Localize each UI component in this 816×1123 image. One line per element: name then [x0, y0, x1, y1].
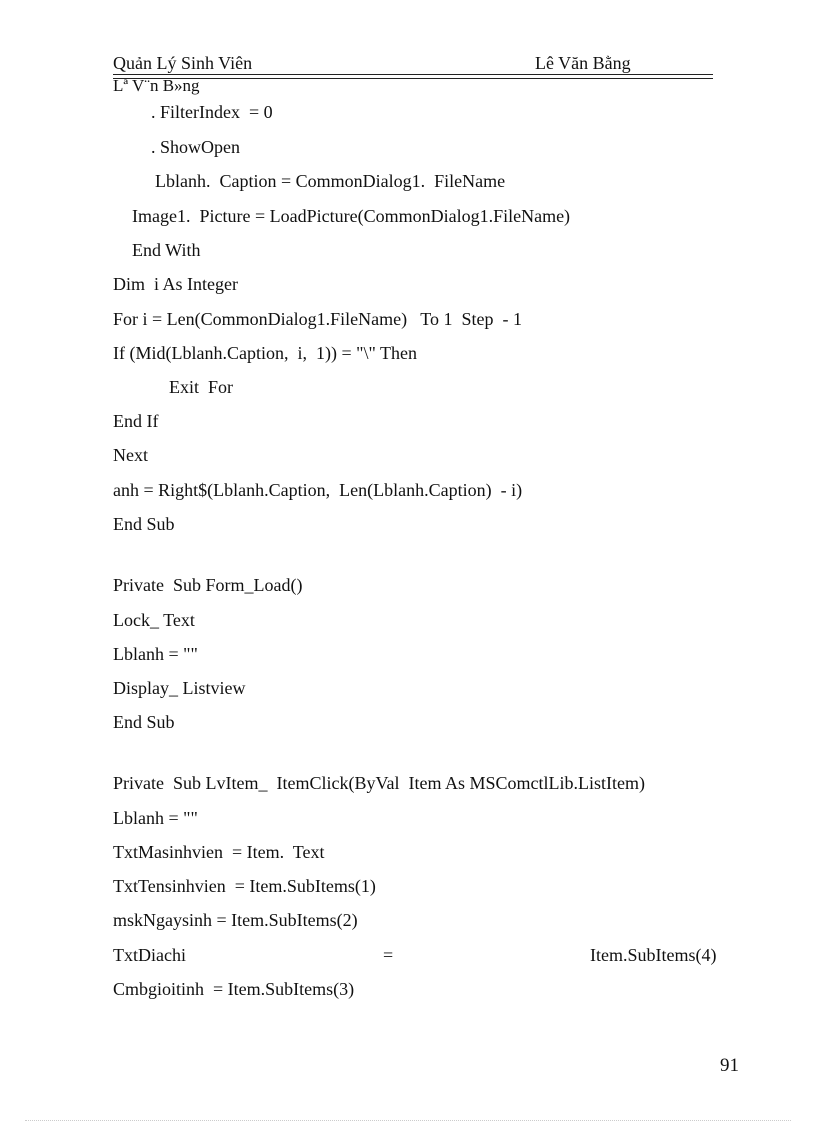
code-line: End If — [113, 411, 159, 431]
header-author: Lê Văn Bằng — [535, 53, 631, 73]
code-line: = — [383, 945, 394, 965]
code-line: mskNgaysinh = Item.SubItems(2) — [113, 910, 358, 930]
code-line: Private Sub Form_Load() — [113, 575, 303, 595]
code-line: . ShowOpen — [151, 137, 240, 157]
code-line: Private Sub LvItem_ ItemClick(ByVal Item As MSComctlLib.ListItem) — [113, 773, 645, 793]
header-rule — [113, 74, 713, 75]
code-line: Lock_ Text — [113, 610, 195, 630]
code-line: Exit For — [169, 377, 234, 397]
code-line: . FilterIndex = 0 — [151, 102, 273, 122]
code-line: Image1. Picture = LoadPicture(CommonDialog1.FileName) — [132, 206, 571, 226]
garbled-header-text: Lª V¨n B»ng — [113, 76, 200, 95]
code-line: End With — [132, 240, 201, 260]
code-line: Display_ Listview — [113, 678, 246, 698]
code-line: Lblanh = "" — [113, 808, 198, 828]
code-line: Next — [113, 445, 148, 465]
code-line: Item.SubItems(4) — [590, 945, 717, 965]
code-line: Dim i As Integer — [113, 274, 238, 294]
code-line: TxtTensinhvien = Item.SubItems(1) — [113, 876, 376, 896]
header-rule-double — [113, 78, 713, 79]
code-line: Lblanh = "" — [113, 644, 198, 664]
code-line: anh = Right$(Lblanh.Caption, Len(Lblanh.Caption) - i) — [113, 480, 523, 500]
code-line: For i = Len(CommonDialog1.FileName) To 1 Step - 1 — [113, 309, 523, 329]
code-line: Lblanh. Caption = CommonDialog1. FileName — [155, 171, 506, 191]
page-bottom-divider — [25, 1120, 791, 1121]
code-line: TxtDiachi — [113, 945, 186, 965]
code-line: End Sub — [113, 712, 175, 732]
code-line: End Sub — [113, 514, 175, 534]
page-number: 91 — [720, 1055, 739, 1076]
code-line: TxtMasinhvien = Item. Text — [113, 842, 325, 862]
code-line: If (Mid(Lblanh.Caption, i, 1)) = "\" Then — [113, 343, 417, 363]
code-line: Cmbgioitinh = Item.SubItems(3) — [113, 979, 355, 999]
header-title: Quản Lý Sinh Viên — [113, 53, 253, 73]
